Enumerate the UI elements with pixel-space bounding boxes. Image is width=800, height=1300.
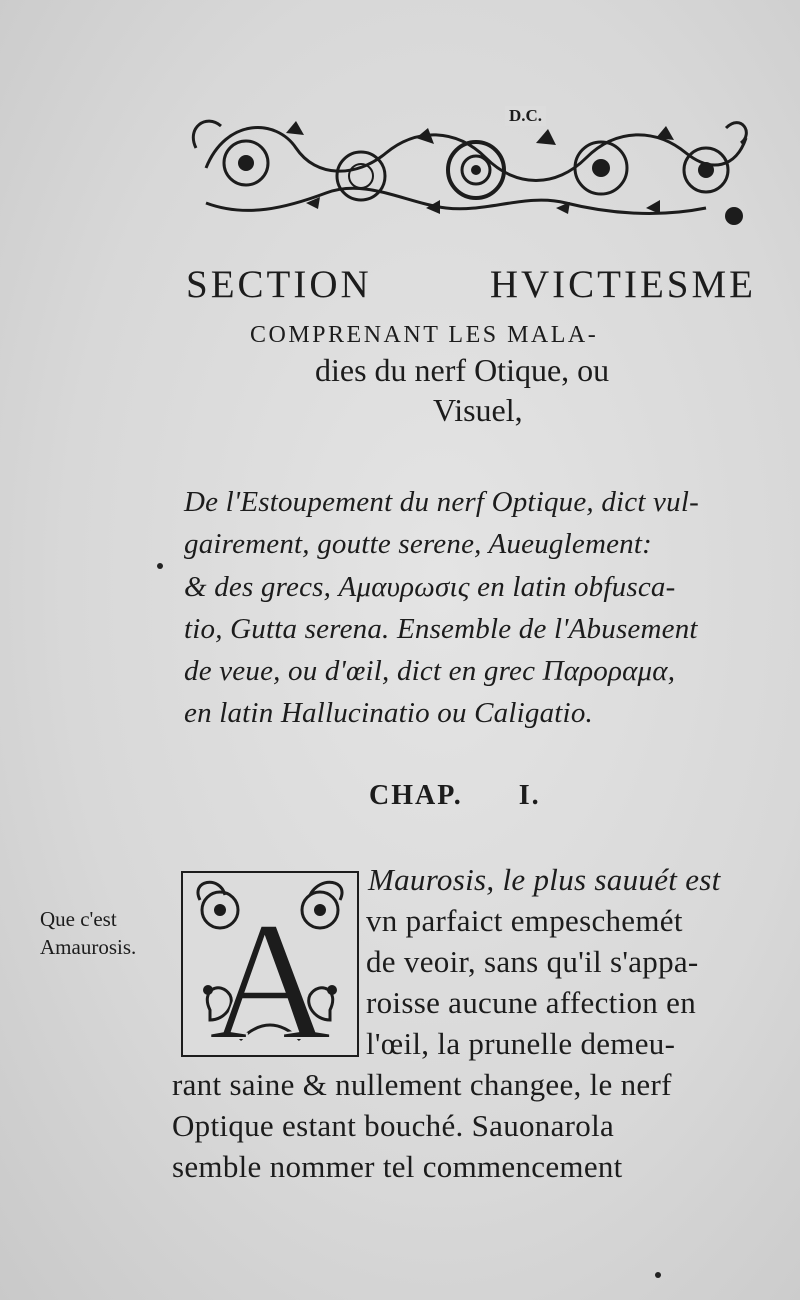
ink-speck: [157, 563, 163, 569]
argument-line: gairement, goutte serene, Aueuglement:: [184, 528, 652, 560]
body-line-text: Maurosis, le plus sauuét est: [368, 862, 721, 897]
section-title: SECTION HVICTIESME: [186, 263, 756, 306]
folio-signature: D.C.: [505, 106, 546, 126]
margin-note-line: Amaurosis.: [40, 935, 137, 959]
chapter-heading: [369, 780, 541, 812]
body-line: de veoir, sans qu'il s'appa-: [366, 944, 699, 979]
body-line: Optique estant bouché. Sauonarola: [172, 1108, 615, 1143]
argument-line: en latin Hallucinatio ou Caligatio.: [184, 697, 593, 729]
argument-line: & des grecs, Αμαυρωσις en latin obfusca-: [184, 571, 676, 603]
argument-line: de veue, ou d'œil, dict en grec Παροραμα,: [184, 655, 676, 687]
decorated-initial-letter: [180, 870, 360, 1058]
body-line: l'œil, la prunelle demeu-: [366, 1026, 676, 1061]
section-subtitle-line-3: Visuel,: [433, 392, 523, 428]
section-subtitle-line-1: COMPRENANT LES MALA-: [250, 322, 599, 348]
argument-line: tio, Gutta serena. Ensemble de l'Abusement: [184, 613, 698, 645]
body-line: roisse aucune affection en: [366, 985, 696, 1020]
body-line: rant saine & nullement changee, le nerf: [172, 1067, 672, 1102]
argument-line: De l'Estoupement du nerf Optique, dict vul-: [184, 486, 699, 518]
initial-letter-glyph: A: [208, 887, 332, 1058]
floral-headpiece-ornament: [186, 108, 754, 230]
chapter-number: I.: [518, 780, 541, 811]
section-subtitle-line-2: dies du nerf Otique, ou: [315, 352, 610, 388]
chapter-label: CHAP.: [369, 780, 463, 811]
body-line: semble nommer tel commencement: [172, 1149, 623, 1184]
margin-note: [40, 905, 136, 961]
margin-note-line: Que c'est: [40, 907, 117, 931]
ink-speck: [655, 1272, 661, 1278]
body-line: [368, 862, 721, 898]
body-line: vn parfaict empeschemét: [366, 903, 683, 938]
